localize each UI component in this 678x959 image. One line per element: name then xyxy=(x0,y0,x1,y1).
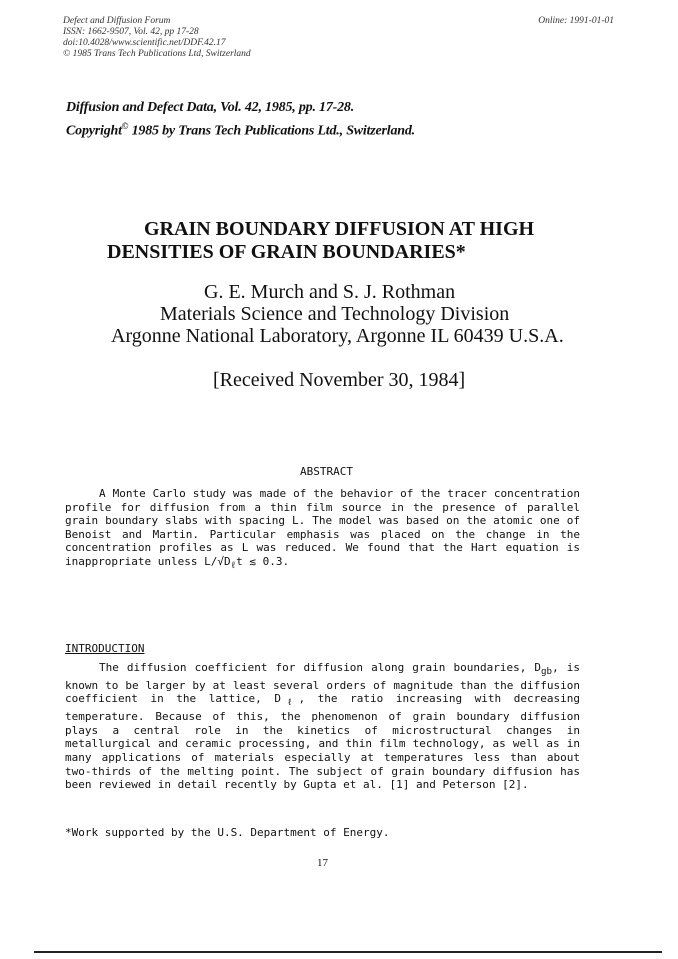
author-names: G. E. Murch and S. J. Rothman xyxy=(204,281,456,303)
header-line-copyright: © 1985 Trans Tech Publications Ltd, Switzerland xyxy=(63,49,251,59)
copyright-symbol: © xyxy=(121,121,129,131)
journal-reference xyxy=(66,98,415,141)
copyright-word: Copyright xyxy=(66,123,122,139)
footnote: *Work supported by the U.S. Department of Energy. xyxy=(65,826,390,839)
intro-text-part-1: The diffusion coefficient for diffusion along grain boundaries, D xyxy=(99,661,542,674)
online-date: Online: 1991-01-01 xyxy=(538,16,614,26)
title-line-2: DENSITIES OF GRAIN BOUNDARIES* xyxy=(107,241,466,263)
copyright-line xyxy=(66,117,415,141)
received-date: [Received November 30, 1984] xyxy=(213,369,466,391)
introduction-text xyxy=(65,661,580,792)
formula-ratio: L/√D xyxy=(204,554,231,568)
abstract-text-main: A Monte Carlo study was made of the behavior of the tracer concentration profile for diffusion from a thin film source in the presence of parallel grain boundary slabs with spacing L. The model was based on the atomic one of Benoist and Martin. Particular emphasis was placed on the change in the concentration profiles as L was reduced. We found that the Hart equation is inappropriate unless xyxy=(65,487,580,568)
journal-reference-line: Diffusion and Defect Data, Vol. 42, 1985, pp. 17-28. xyxy=(66,100,355,115)
title-line-1: GRAIN BOUNDARY DIFFUSION AT HIGH xyxy=(144,218,535,240)
header-line-issn: ISSN: 1662-9507, Vol. 42, pp 17-28 xyxy=(63,27,199,37)
publication-header xyxy=(63,16,251,60)
author-block xyxy=(0,281,678,347)
header-line-doi: doi:10.4028/www.scientific.net/DDF.42.17 xyxy=(63,38,226,48)
introduction-heading: INTRODUCTION xyxy=(65,642,145,655)
abstract-formula xyxy=(204,554,290,572)
formula-relation: ≲ 0.3. xyxy=(242,554,290,568)
intro-text-part-2: , is known to be larger by at least several orders of magnitude than the diffusion coefficient in the lattice, D xyxy=(65,661,580,706)
abstract-heading: ABSTRACT xyxy=(300,465,353,478)
paper-title xyxy=(0,218,678,264)
bottom-rule xyxy=(34,951,662,953)
abstract-text xyxy=(65,487,580,573)
copyright-rest: 1985 by Trans Tech Publications Ltd., Switzerland. xyxy=(128,123,415,139)
page-number: 17 xyxy=(317,857,328,869)
header-line-journal: Defect and Diffusion Forum xyxy=(63,16,171,26)
author-division: Materials Science and Technology Division xyxy=(160,303,510,325)
intro-text-part-3: , the ratio increasing with decreasing temperature. Because of this, the phenomenon of grain boundary diffusion plays a central role in the kinetics of microstructural changes in metallurgical and ceramic processing, and thin film technology, as well as in many applications of materials especially at temperatures less than about two-thirds of the melting point. The subject of grain boundary diffusion has been reviewed in detail recently by Gupta et al. [1] and Peterson [2]. xyxy=(65,692,580,792)
lattice-subscript: ℓ xyxy=(280,697,299,709)
formula-lattice-subscript: ℓ xyxy=(230,560,237,572)
gb-subscript: gb xyxy=(541,666,553,678)
author-institution: Argonne National Laboratory, Argonne IL 60439 U.S.A. xyxy=(111,325,564,347)
formula-time: t xyxy=(236,554,243,568)
